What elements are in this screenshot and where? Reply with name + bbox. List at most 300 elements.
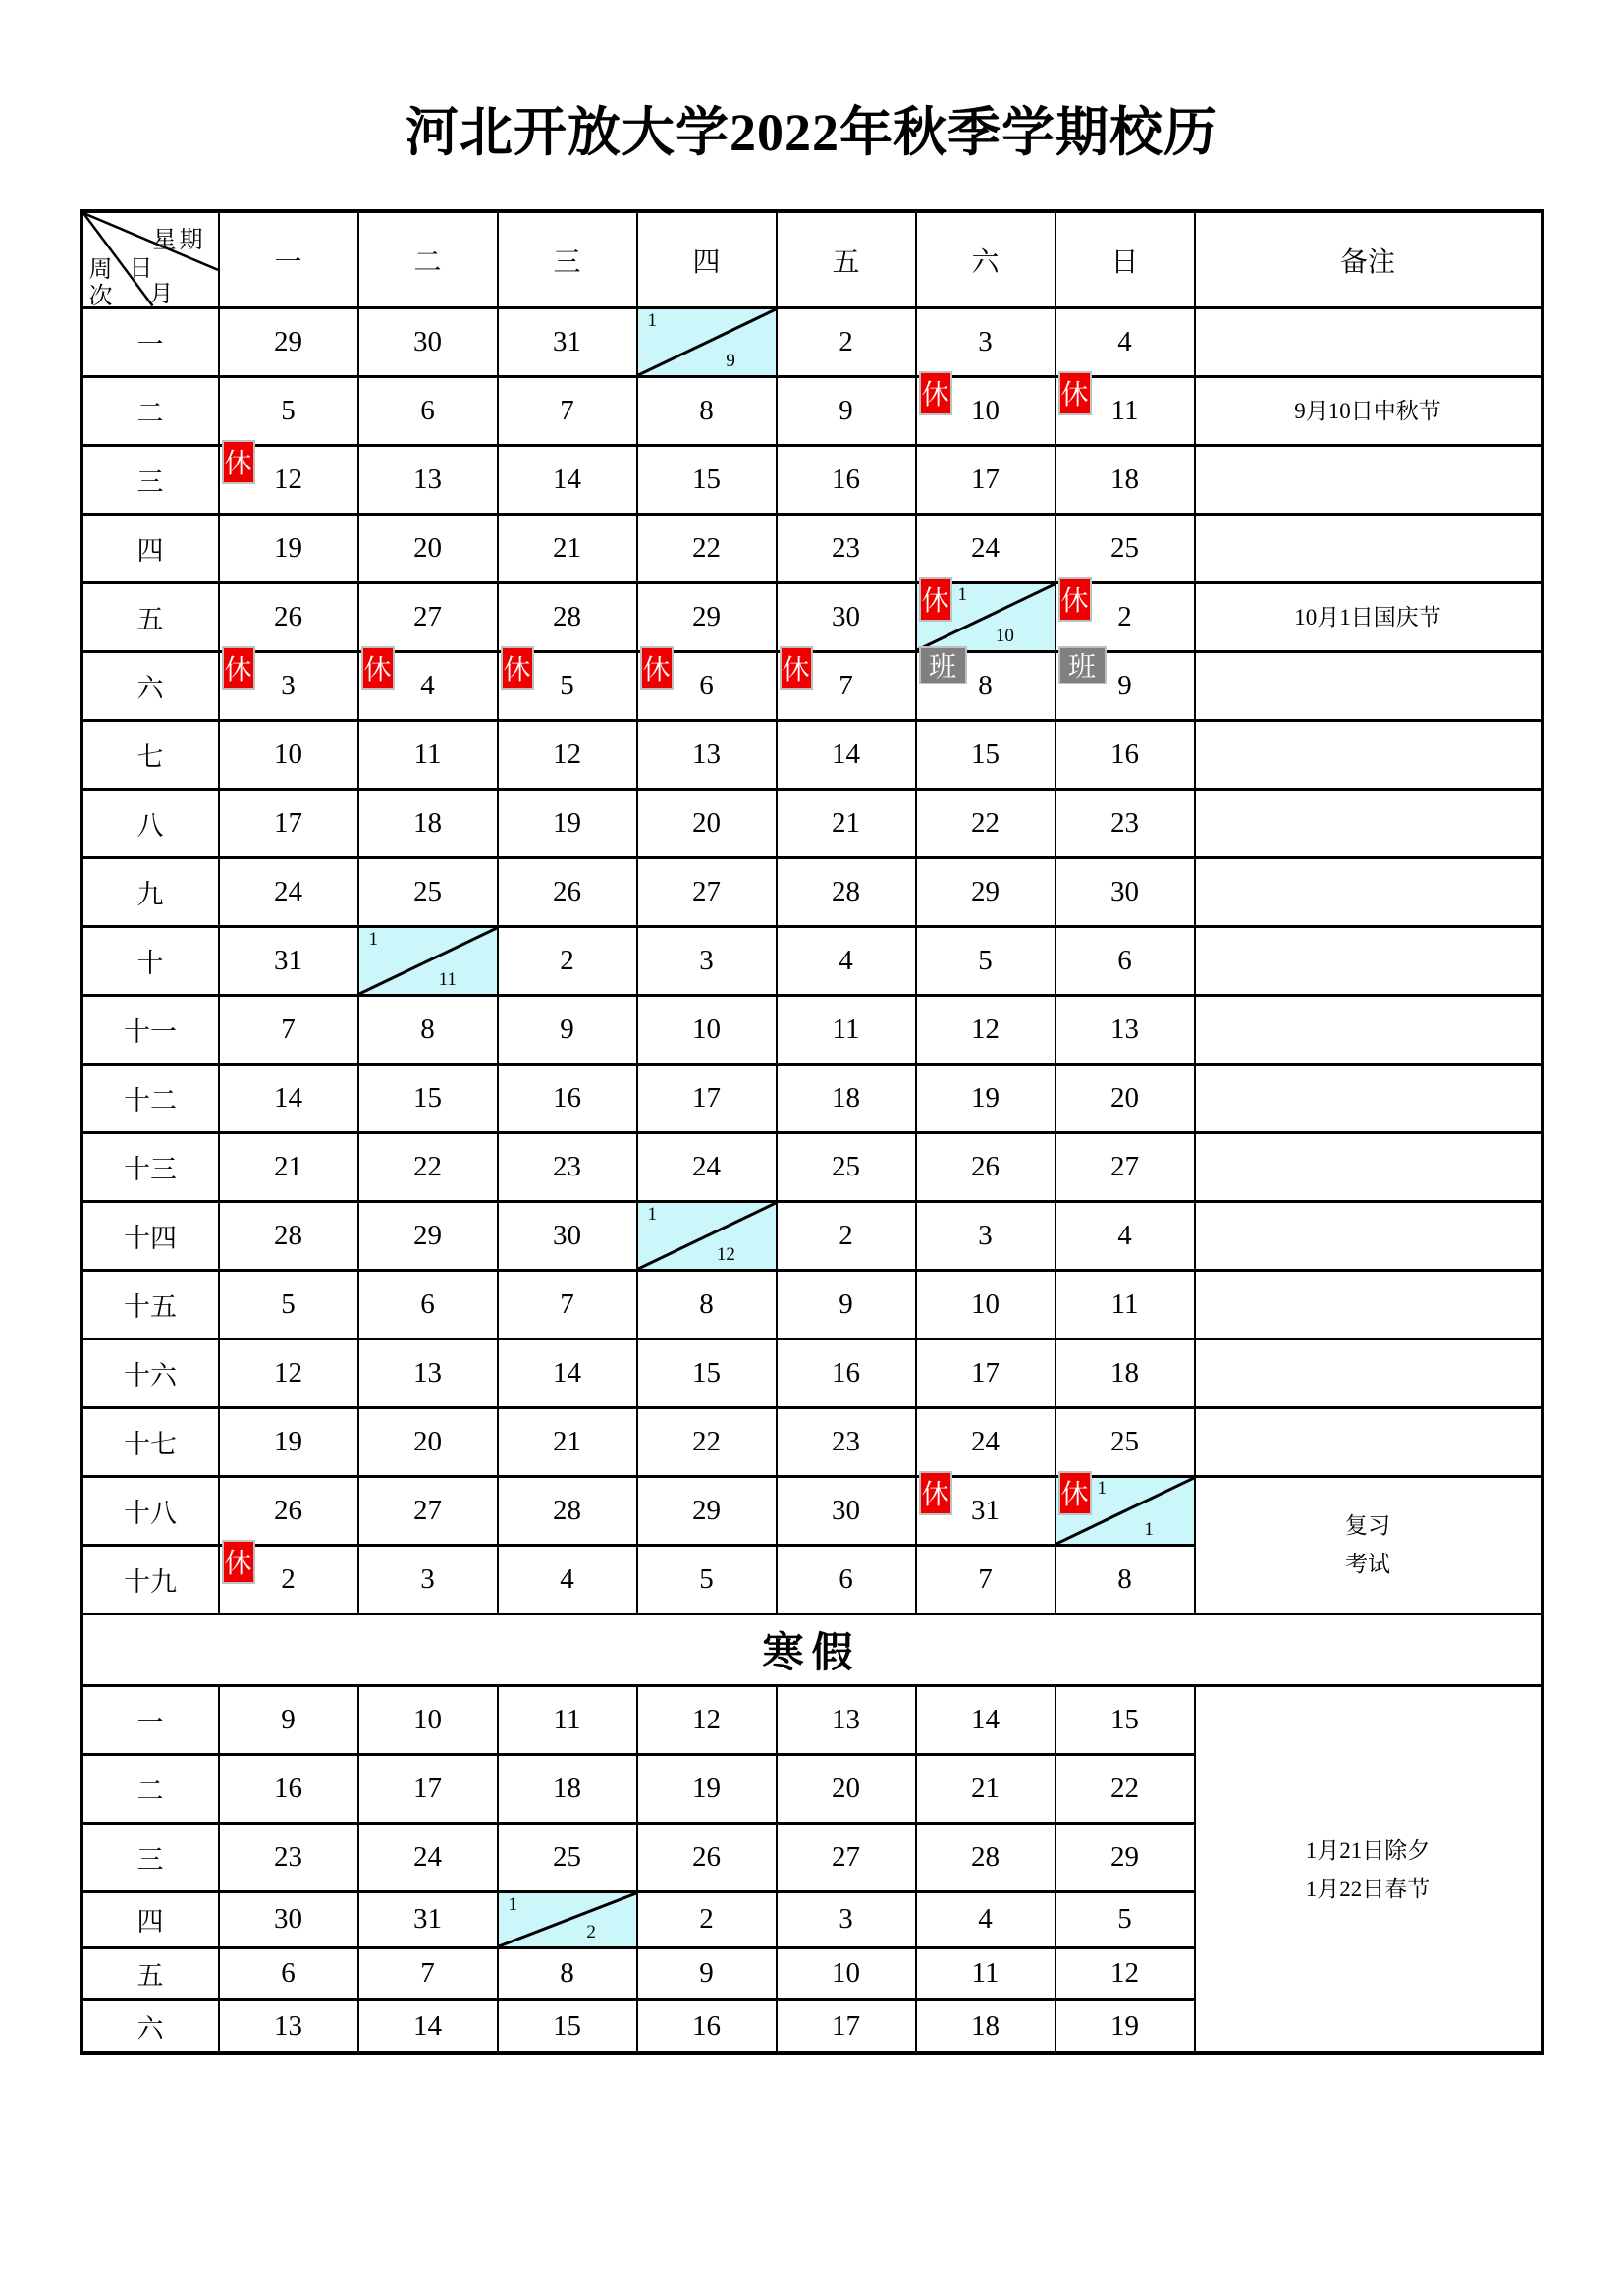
date-number: 29 bbox=[1110, 1840, 1139, 1873]
date-cell bbox=[777, 789, 916, 857]
week-number-cell: 十八 bbox=[81, 1476, 219, 1545]
date-cell bbox=[219, 1201, 358, 1270]
date-number: 21 bbox=[274, 1150, 302, 1182]
date-number: 19 bbox=[274, 1425, 302, 1457]
date-number: 14 bbox=[553, 1356, 581, 1389]
date-cell bbox=[498, 1064, 637, 1132]
date-number: 28 bbox=[971, 1840, 1000, 1873]
date-number: 20 bbox=[832, 1772, 860, 1804]
date-number: 24 bbox=[971, 531, 1000, 564]
date-number: 3 bbox=[839, 1903, 853, 1936]
date-number: 16 bbox=[692, 2010, 721, 2043]
date-number: 25 bbox=[413, 875, 442, 907]
date-number: 17 bbox=[971, 463, 1000, 495]
date-number: 20 bbox=[413, 531, 442, 564]
week-number-cell: 十六 bbox=[81, 1339, 219, 1407]
date-cell bbox=[777, 307, 916, 376]
date-cell bbox=[916, 1132, 1055, 1201]
remark-cell bbox=[1195, 789, 1542, 857]
date-number: 9 bbox=[1117, 669, 1132, 701]
date-cell bbox=[916, 1545, 1055, 1613]
date-cell bbox=[358, 1132, 498, 1201]
date-cell bbox=[1055, 1999, 1195, 2053]
date-number: 27 bbox=[413, 1494, 442, 1526]
date-number: 8 bbox=[420, 1012, 435, 1045]
date-cell bbox=[358, 1476, 498, 1545]
date-number: 8 bbox=[1117, 1562, 1132, 1595]
date-cell bbox=[777, 1823, 916, 1891]
date-number: 19 bbox=[692, 1772, 721, 1804]
date-cell bbox=[498, 1754, 637, 1823]
date-number: 9 bbox=[281, 1703, 296, 1735]
date-cell bbox=[219, 1339, 358, 1407]
remark-line: 1月22日春节 bbox=[1305, 1876, 1431, 1901]
date-number: 24 bbox=[971, 1425, 1000, 1457]
date-cell bbox=[637, 1545, 777, 1613]
remark-line: 考试 bbox=[1345, 1552, 1390, 1577]
date-number: 29 bbox=[274, 325, 302, 357]
date-number: 19 bbox=[1110, 2010, 1139, 2043]
date-number: 26 bbox=[692, 1840, 721, 1873]
date-cell bbox=[498, 582, 637, 651]
date-cell bbox=[1055, 514, 1195, 582]
month-start-month: 1 bbox=[1144, 1518, 1154, 1540]
date-number: 4 bbox=[978, 1903, 993, 1936]
header-day-mon: 一 bbox=[219, 211, 358, 307]
date-number: 17 bbox=[832, 2010, 860, 2043]
calendar-row bbox=[81, 1201, 1542, 1270]
date-number: 3 bbox=[281, 669, 296, 701]
date-number: 13 bbox=[274, 2010, 302, 2043]
date-number: 16 bbox=[832, 1356, 860, 1389]
week-number-cell: 十一 bbox=[81, 995, 219, 1064]
calendar-row bbox=[81, 307, 1542, 376]
calendar-row bbox=[81, 857, 1542, 926]
date-cell bbox=[637, 1064, 777, 1132]
date-cell bbox=[777, 995, 916, 1064]
date-cell bbox=[358, 651, 498, 720]
remark-line: 1月21日除夕 bbox=[1305, 1837, 1431, 1863]
date-cell bbox=[777, 1891, 916, 1947]
date-cell bbox=[637, 514, 777, 582]
date-number: 2 bbox=[839, 1219, 853, 1251]
date-cell bbox=[916, 1270, 1055, 1339]
month-start-day: 1 bbox=[508, 1893, 517, 1915]
date-number: 29 bbox=[413, 1219, 442, 1251]
date-cell bbox=[1055, 926, 1195, 995]
date-cell bbox=[777, 857, 916, 926]
date-number: 29 bbox=[971, 875, 1000, 907]
date-number: 11 bbox=[1110, 1287, 1139, 1320]
date-cell bbox=[358, 789, 498, 857]
date-cell bbox=[1055, 1064, 1195, 1132]
date-cell bbox=[358, 1064, 498, 1132]
remark-cell bbox=[1195, 1064, 1542, 1132]
date-number: 18 bbox=[1110, 1356, 1139, 1389]
date-cell bbox=[498, 995, 637, 1064]
week-number-cell: 四 bbox=[81, 514, 219, 582]
date-number: 5 bbox=[1117, 1903, 1132, 1936]
date-number: 14 bbox=[274, 1081, 302, 1114]
date-number: 7 bbox=[839, 669, 853, 701]
remark-cell bbox=[1195, 926, 1542, 995]
date-number: 18 bbox=[553, 1772, 581, 1804]
calendar-row bbox=[81, 514, 1542, 582]
date-cell bbox=[498, 514, 637, 582]
date-number: 4 bbox=[1117, 1219, 1132, 1251]
week-number-cell: 七 bbox=[81, 720, 219, 789]
date-cell bbox=[916, 720, 1055, 789]
date-number: 30 bbox=[1110, 875, 1139, 907]
date-number: 31 bbox=[274, 944, 302, 976]
week-number-cell: 四 bbox=[81, 1891, 219, 1947]
date-cell bbox=[498, 1685, 637, 1754]
date-number: 5 bbox=[281, 394, 296, 426]
date-number: 25 bbox=[832, 1150, 860, 1182]
date-number: 14 bbox=[553, 463, 581, 495]
calendar-row bbox=[81, 651, 1542, 720]
date-number: 12 bbox=[971, 1012, 1000, 1045]
date-cell bbox=[777, 1407, 916, 1476]
week-number-cell: 八 bbox=[81, 789, 219, 857]
header-day-tue: 二 bbox=[358, 211, 498, 307]
date-number: 9 bbox=[839, 1287, 853, 1320]
calendar-table bbox=[80, 209, 1544, 2055]
remark-cell bbox=[1195, 1407, 1542, 1476]
holiday-badge: 休 bbox=[640, 646, 674, 690]
date-number: 11 bbox=[832, 1012, 860, 1045]
date-number: 2 bbox=[839, 325, 853, 357]
header-day-wed: 三 bbox=[498, 211, 637, 307]
date-cell bbox=[916, 1064, 1055, 1132]
date-cell bbox=[916, 307, 1055, 376]
date-number: 6 bbox=[699, 669, 714, 701]
date-number: 26 bbox=[274, 600, 302, 632]
date-number: 11 bbox=[1110, 394, 1139, 426]
week-number-cell: 十二 bbox=[81, 1064, 219, 1132]
date-number: 20 bbox=[413, 1425, 442, 1457]
holiday-badge: 休 bbox=[780, 646, 813, 690]
date-cell bbox=[498, 1476, 637, 1545]
date-number: 7 bbox=[560, 1287, 574, 1320]
date-cell bbox=[219, 445, 358, 514]
date-cell bbox=[916, 1339, 1055, 1407]
date-cell bbox=[777, 926, 916, 995]
corner-label-week-1: 周 bbox=[88, 257, 113, 284]
date-cell bbox=[358, 1407, 498, 1476]
date-cell bbox=[916, 376, 1055, 445]
week-number-cell: 六 bbox=[81, 651, 219, 720]
date-cell bbox=[358, 582, 498, 651]
date-number: 22 bbox=[413, 1150, 442, 1182]
date-number: 21 bbox=[553, 531, 581, 564]
date-number: 28 bbox=[274, 1219, 302, 1251]
date-number: 5 bbox=[281, 1287, 296, 1320]
week-number-cell: 十九 bbox=[81, 1545, 219, 1613]
date-cell bbox=[358, 1754, 498, 1823]
date-cell bbox=[777, 582, 916, 651]
date-cell bbox=[637, 1339, 777, 1407]
date-cell bbox=[358, 1891, 498, 1947]
winter-break-row bbox=[81, 1613, 1542, 1685]
date-number: 14 bbox=[413, 2010, 442, 2043]
date-cell bbox=[1055, 582, 1195, 651]
date-number: 10 bbox=[971, 1287, 1000, 1320]
date-cell bbox=[637, 995, 777, 1064]
date-cell bbox=[916, 651, 1055, 720]
date-cell bbox=[358, 1545, 498, 1613]
date-number: 13 bbox=[413, 463, 442, 495]
remark-cell bbox=[1195, 857, 1542, 926]
date-number: 8 bbox=[699, 1287, 714, 1320]
date-number: 22 bbox=[692, 531, 721, 564]
date-number: 19 bbox=[971, 1081, 1000, 1114]
calendar-row bbox=[81, 1476, 1542, 1545]
date-number: 26 bbox=[274, 1494, 302, 1526]
date-cell bbox=[1055, 1685, 1195, 1754]
date-number: 11 bbox=[553, 1703, 581, 1735]
date-cell bbox=[219, 1132, 358, 1201]
date-cell bbox=[358, 1339, 498, 1407]
remark-cell bbox=[1195, 1270, 1542, 1339]
corner-label-week-2: 次 bbox=[88, 284, 113, 310]
date-cell bbox=[777, 1947, 916, 1999]
date-cell bbox=[498, 445, 637, 514]
week-number-cell: 十五 bbox=[81, 1270, 219, 1339]
date-number: 23 bbox=[832, 531, 860, 564]
date-number: 4 bbox=[560, 1562, 574, 1595]
date-cell bbox=[219, 1823, 358, 1891]
date-cell bbox=[1055, 1201, 1195, 1270]
date-number: 16 bbox=[832, 463, 860, 495]
date-number: 23 bbox=[553, 1150, 581, 1182]
holiday-badge: 休 bbox=[1058, 577, 1092, 622]
date-cell bbox=[1055, 789, 1195, 857]
date-number: 7 bbox=[560, 394, 574, 426]
date-cell bbox=[498, 1407, 637, 1476]
date-cell bbox=[498, 720, 637, 789]
date-number: 22 bbox=[692, 1425, 721, 1457]
date-number: 30 bbox=[832, 1494, 860, 1526]
date-number: 21 bbox=[553, 1425, 581, 1457]
winter-break-banner: 寒假 bbox=[81, 1613, 1542, 1685]
date-cell bbox=[637, 445, 777, 514]
date-number: 31 bbox=[971, 1494, 1000, 1526]
calendar-row bbox=[81, 1064, 1542, 1132]
holiday-badge: 休 bbox=[919, 371, 952, 415]
date-cell bbox=[777, 651, 916, 720]
date-number: 11 bbox=[413, 738, 442, 770]
date-cell bbox=[358, 1685, 498, 1754]
corner-label-weekday: 星期 bbox=[152, 228, 206, 254]
date-cell bbox=[1055, 1407, 1195, 1476]
holiday-badge: 休 bbox=[222, 1540, 255, 1584]
date-number: 16 bbox=[274, 1772, 302, 1804]
date-number: 9 bbox=[699, 1957, 714, 1990]
date-cell bbox=[1055, 857, 1195, 926]
date-cell bbox=[916, 514, 1055, 582]
date-number: 18 bbox=[832, 1081, 860, 1114]
date-number: 4 bbox=[839, 944, 853, 976]
date-cell bbox=[637, 926, 777, 995]
date-number: 26 bbox=[971, 1150, 1000, 1182]
date-cell bbox=[637, 720, 777, 789]
date-cell bbox=[1055, 1947, 1195, 1999]
date-cell bbox=[777, 1132, 916, 1201]
date-cell bbox=[358, 720, 498, 789]
week-number-cell: 二 bbox=[81, 1754, 219, 1823]
remark-cell bbox=[1195, 995, 1542, 1064]
date-cell bbox=[916, 1891, 1055, 1947]
week-number-cell: 五 bbox=[81, 582, 219, 651]
date-number: 25 bbox=[1110, 531, 1139, 564]
calendar-row bbox=[81, 926, 1542, 995]
date-cell bbox=[777, 1999, 916, 2053]
week-number-cell: 十三 bbox=[81, 1132, 219, 1201]
date-cell bbox=[637, 857, 777, 926]
date-number: 12 bbox=[553, 738, 581, 770]
date-number: 3 bbox=[699, 944, 714, 976]
date-cell bbox=[1055, 1270, 1195, 1339]
date-cell bbox=[1055, 1891, 1195, 1947]
corner-label-month: 月 bbox=[149, 282, 174, 308]
date-cell bbox=[916, 1754, 1055, 1823]
date-cell bbox=[219, 789, 358, 857]
date-number: 27 bbox=[1110, 1150, 1139, 1182]
month-start-day: 1 bbox=[647, 309, 657, 331]
date-cell bbox=[498, 1201, 637, 1270]
date-number: 31 bbox=[413, 1903, 442, 1936]
remark-cell bbox=[1195, 1685, 1542, 2053]
date-cell bbox=[1055, 1823, 1195, 1891]
date-cell bbox=[498, 857, 637, 926]
date-cell bbox=[358, 1201, 498, 1270]
date-number: 5 bbox=[978, 944, 993, 976]
date-cell bbox=[916, 1823, 1055, 1891]
date-number: 12 bbox=[692, 1703, 721, 1735]
month-start-day: 1 bbox=[1097, 1477, 1107, 1499]
date-cell bbox=[637, 582, 777, 651]
date-cell bbox=[916, 1947, 1055, 1999]
date-cell bbox=[358, 1823, 498, 1891]
date-cell bbox=[498, 1947, 637, 1999]
date-number: 15 bbox=[971, 738, 1000, 770]
corner-label-date: 日 bbox=[129, 256, 153, 283]
date-number: 24 bbox=[274, 875, 302, 907]
date-cell bbox=[777, 1270, 916, 1339]
month-start-cell bbox=[498, 1891, 637, 1947]
workday-badge: 班 bbox=[1058, 646, 1107, 684]
header-row bbox=[81, 211, 1542, 307]
date-number: 14 bbox=[832, 738, 860, 770]
month-start-diagonal bbox=[499, 1893, 636, 1946]
date-cell bbox=[219, 1891, 358, 1947]
date-number: 13 bbox=[413, 1356, 442, 1389]
date-cell bbox=[637, 1132, 777, 1201]
calendar-row bbox=[81, 376, 1542, 445]
date-cell bbox=[219, 1064, 358, 1132]
date-number: 8 bbox=[560, 1957, 574, 1990]
date-number: 21 bbox=[971, 1772, 1000, 1804]
month-start-cell bbox=[358, 926, 498, 995]
date-number: 6 bbox=[281, 1957, 296, 1990]
calendar-row bbox=[81, 1407, 1542, 1476]
date-number: 28 bbox=[832, 875, 860, 907]
holiday-badge: 休 bbox=[222, 646, 255, 690]
date-number: 9 bbox=[839, 394, 853, 426]
remark-cell: 9月10日中秋节 bbox=[1195, 376, 1542, 445]
date-number: 11 bbox=[971, 1957, 1000, 1990]
date-number: 19 bbox=[274, 531, 302, 564]
date-number: 30 bbox=[553, 1219, 581, 1251]
date-number: 28 bbox=[553, 600, 581, 632]
date-number: 6 bbox=[420, 394, 435, 426]
date-number: 27 bbox=[413, 600, 442, 632]
date-number: 3 bbox=[420, 1562, 435, 1595]
date-cell bbox=[498, 1339, 637, 1407]
month-start-cell bbox=[1055, 1476, 1195, 1545]
date-number: 2 bbox=[699, 1903, 714, 1936]
date-number: 7 bbox=[281, 1012, 296, 1045]
week-number-cell: 三 bbox=[81, 1823, 219, 1891]
date-cell bbox=[498, 1999, 637, 2053]
date-number: 30 bbox=[832, 600, 860, 632]
date-number: 15 bbox=[692, 1356, 721, 1389]
date-cell bbox=[358, 857, 498, 926]
date-number: 28 bbox=[553, 1494, 581, 1526]
holiday-badge: 休 bbox=[919, 577, 952, 622]
date-cell bbox=[777, 514, 916, 582]
month-start-cell bbox=[637, 1201, 777, 1270]
date-number: 7 bbox=[420, 1957, 435, 1990]
date-cell bbox=[777, 445, 916, 514]
date-cell bbox=[358, 514, 498, 582]
remark-cell bbox=[1195, 720, 1542, 789]
date-number: 13 bbox=[1110, 1012, 1139, 1045]
holiday-badge: 休 bbox=[919, 1471, 952, 1515]
date-number: 29 bbox=[692, 1494, 721, 1526]
date-number: 8 bbox=[978, 669, 993, 701]
month-start-day: 1 bbox=[368, 928, 378, 950]
date-number: 6 bbox=[420, 1287, 435, 1320]
week-number-cell: 十四 bbox=[81, 1201, 219, 1270]
month-start-month: 12 bbox=[716, 1243, 735, 1265]
date-cell bbox=[219, 376, 358, 445]
header-day-sat: 六 bbox=[916, 211, 1055, 307]
header-remark: 备注 bbox=[1195, 211, 1542, 307]
date-cell bbox=[916, 857, 1055, 926]
date-number: 6 bbox=[839, 1562, 853, 1595]
date-number: 22 bbox=[1110, 1772, 1139, 1804]
date-cell bbox=[916, 1201, 1055, 1270]
date-cell bbox=[498, 1132, 637, 1201]
date-cell bbox=[1055, 1132, 1195, 1201]
date-cell bbox=[777, 1476, 916, 1545]
workday-badge: 班 bbox=[919, 646, 967, 684]
date-number: 9 bbox=[560, 1012, 574, 1045]
week-number-cell: 二 bbox=[81, 376, 219, 445]
date-number: 12 bbox=[274, 1356, 302, 1389]
date-number: 2 bbox=[281, 1562, 296, 1595]
date-cell bbox=[358, 1270, 498, 1339]
date-number: 10 bbox=[413, 1703, 442, 1735]
remark-cell bbox=[1195, 1476, 1542, 1613]
date-number: 7 bbox=[978, 1562, 993, 1595]
date-cell bbox=[916, 1407, 1055, 1476]
date-cell bbox=[777, 1754, 916, 1823]
calendar-row bbox=[81, 720, 1542, 789]
month-start-cell bbox=[637, 307, 777, 376]
